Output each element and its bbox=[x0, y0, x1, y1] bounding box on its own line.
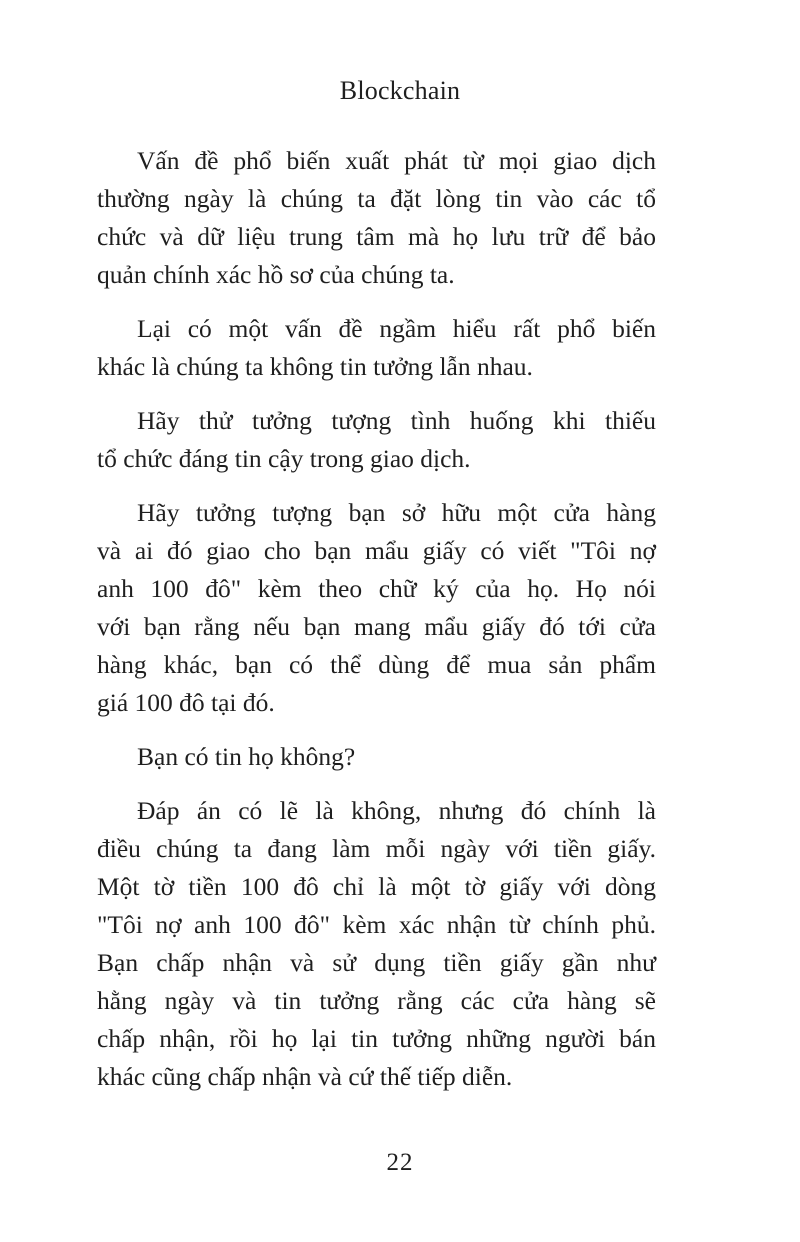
text-line: Hãy thử tưởng tượng tình huống khi thiếu bbox=[137, 406, 656, 435]
paragraph bbox=[97, 792, 656, 1096]
text-line: với bạn rằng nếu bạn mang mẩu giấy đó tới cửa bbox=[97, 612, 656, 641]
text-line: Một tờ tiền 100 đô chỉ là một tờ giấy với dòng bbox=[97, 872, 656, 901]
text-line: khác cũng chấp nhận và cứ thế tiếp diễn. bbox=[97, 1062, 513, 1091]
text-line: quản chính xác hồ sơ của chúng ta. bbox=[97, 260, 455, 289]
text-line: anh 100 đô" kèm theo chữ ký của họ. Họ nói bbox=[97, 574, 656, 603]
text-line: Vấn đề phổ biến xuất phát từ mọi giao dịch bbox=[137, 146, 656, 175]
text-line: hàng khác, bạn có thể dùng để mua sản phẩm bbox=[97, 650, 656, 679]
text-line: chức và dữ liệu trung tâm mà họ lưu trữ để bảo bbox=[97, 222, 656, 251]
page-header-title: Blockchain bbox=[339, 76, 461, 105]
page-number: 22 bbox=[386, 1149, 414, 1176]
paragraph bbox=[97, 402, 656, 478]
page-body bbox=[97, 142, 656, 1096]
paragraph bbox=[97, 494, 656, 722]
text-line: giá 100 đô tại đó. bbox=[97, 688, 275, 717]
paragraph bbox=[97, 310, 656, 386]
text-line: và ai đó giao cho bạn mẩu giấy có viết "Tôi nợ bbox=[97, 536, 656, 565]
text-line: điều chúng ta đang làm mỗi ngày với tiền giấy. bbox=[97, 834, 656, 863]
text-line: hằng ngày và tin tưởng rằng các cửa hàng sẽ bbox=[97, 986, 656, 1015]
text-line: Lại có một vấn đề ngầm hiểu rất phổ biến bbox=[137, 314, 656, 343]
paragraph bbox=[97, 738, 656, 776]
text-line: thường ngày là chúng ta đặt lòng tin vào các tổ bbox=[97, 184, 656, 213]
text-line: khác là chúng ta không tin tưởng lẫn nhau. bbox=[97, 352, 533, 381]
text-line: Bạn có tin họ không? bbox=[137, 742, 356, 771]
paragraph bbox=[97, 142, 656, 294]
text-line: tổ chức đáng tin cậy trong giao dịch. bbox=[97, 444, 471, 473]
text-line: chấp nhận, rồi họ lại tin tưởng những người bán bbox=[97, 1024, 656, 1053]
text-line: Bạn chấp nhận và sử dụng tiền giấy gần như bbox=[97, 948, 656, 977]
text-line: Hãy tưởng tượng bạn sở hữu một cửa hàng bbox=[137, 498, 656, 527]
text-line: Đáp án có lẽ là không, nhưng đó chính là bbox=[137, 796, 656, 825]
text-line: "Tôi nợ anh 100 đô" kèm xác nhận từ chính phủ. bbox=[97, 910, 656, 939]
